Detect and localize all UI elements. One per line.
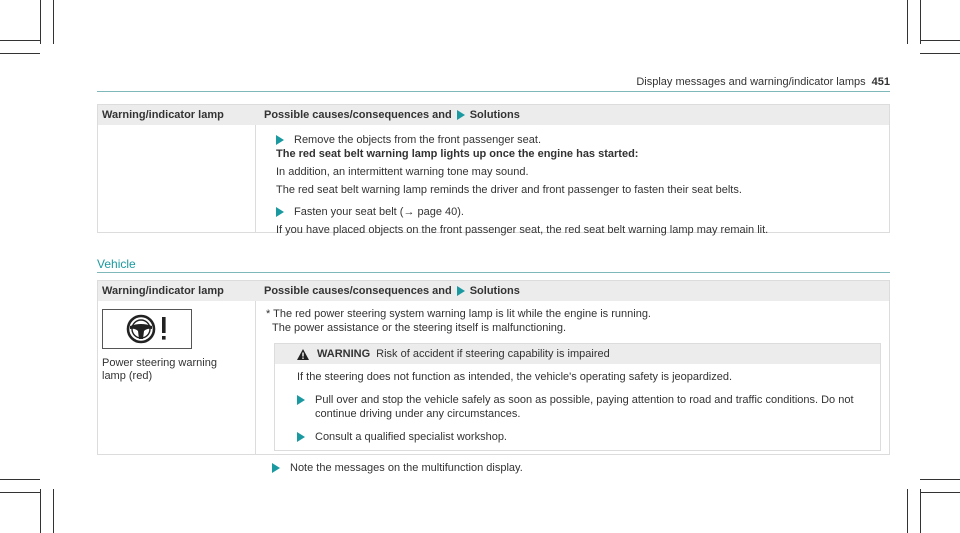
arrow-icon [297,432,305,442]
step [297,393,872,421]
crop-mark [920,492,960,493]
col-header-causes [256,285,889,297]
page-number: 451 [871,76,890,88]
section-title: Vehicle [97,257,136,271]
table-row [98,125,889,236]
crop-mark [920,479,960,480]
crop-mark [920,53,960,54]
col-header-lamp: Warning/indicator lamp [102,285,224,297]
crop-mark [0,479,40,480]
lamp-cell [98,125,256,232]
arrow-icon [457,286,465,296]
crop-mark [40,489,41,533]
col-header-prefix: Possible causes/consequences and [264,109,452,121]
warning-triangle-icon [297,349,309,360]
step [266,461,881,475]
warning-label: WARNING [317,348,371,360]
running-title: Display messages and warning/indicator lamps [636,76,866,88]
step-text: Fasten your seat belt (→ page 40). [294,206,464,218]
arrow-icon [272,463,280,473]
arrow-icon [276,135,284,145]
crop-mark [920,40,960,41]
lamp-label: Power steering warning lamp (red) [102,357,217,382]
table-header [98,105,889,125]
lamp-cell [98,301,256,454]
crop-mark [53,489,54,533]
paragraph: In addition, an intermittent warning tone may sound. [276,166,529,178]
crop-mark [0,40,40,41]
warning-title: Risk of accident if steering capability is impaired [376,348,610,360]
cause-line: * The red power steering system warning lamp is lit while the engine is running. [266,308,651,320]
causes-cell [256,125,889,236]
col-header-lamp: Warning/indicator lamp [102,109,224,121]
table-seat-belt [97,104,890,236]
cause-line: The power assistance or the steering itself is malfunctioning. [272,322,567,334]
step [297,430,872,444]
step-text: Pull over and stop the vehicle safely as soon as possible, paying attention to road and traffic conditions. Do not continue driving under any circumstances. [315,394,854,420]
arrow-icon [297,395,305,405]
col-header-suffix: Solutions [469,285,520,297]
crop-mark [920,0,921,44]
warning-body [275,364,880,450]
crop-mark [907,0,908,44]
running-header [636,76,890,88]
warning-box [274,343,881,451]
paragraph: The red seat belt warning lamp reminds the driver and front passenger to fasten their seat belts. [276,184,742,196]
table-row [98,301,889,474]
crop-mark [0,53,40,54]
causes-cell [256,301,889,474]
step-text: Consult a qualified specialist workshop. [315,431,507,443]
step [276,133,881,147]
col-header-causes [256,109,889,121]
table-header [98,281,889,301]
crop-mark [53,0,54,44]
step-text: Note the messages on the multifunction display. [290,462,523,474]
section-rule [97,272,890,273]
crop-mark [920,489,921,533]
arrow-icon [457,110,465,120]
paragraph: If you have placed objects on the front passenger seat, the red seat belt warning lamp may remain lit. [276,224,769,236]
crop-mark [40,0,41,44]
table-vehicle [97,280,890,474]
lamp-symbol-box [102,309,192,349]
crop-mark [907,489,908,533]
warning-text: If the steering does not function as intended, the vehicle's operating safety is jeopardized. [297,371,733,383]
step-text: Remove the objects from the front passenger seat. [294,134,542,146]
header-rule [97,91,890,92]
step [276,205,881,219]
steering-wheel-exclamation-icon [117,312,177,346]
col-header-suffix: Solutions [469,109,520,121]
bold-heading: The red seat belt warning lamp lights up once the engine has started: [276,148,639,160]
warning-header [275,344,880,364]
crop-mark [0,492,40,493]
arrow-icon [276,207,284,217]
col-header-prefix: Possible causes/consequences and [264,285,452,297]
